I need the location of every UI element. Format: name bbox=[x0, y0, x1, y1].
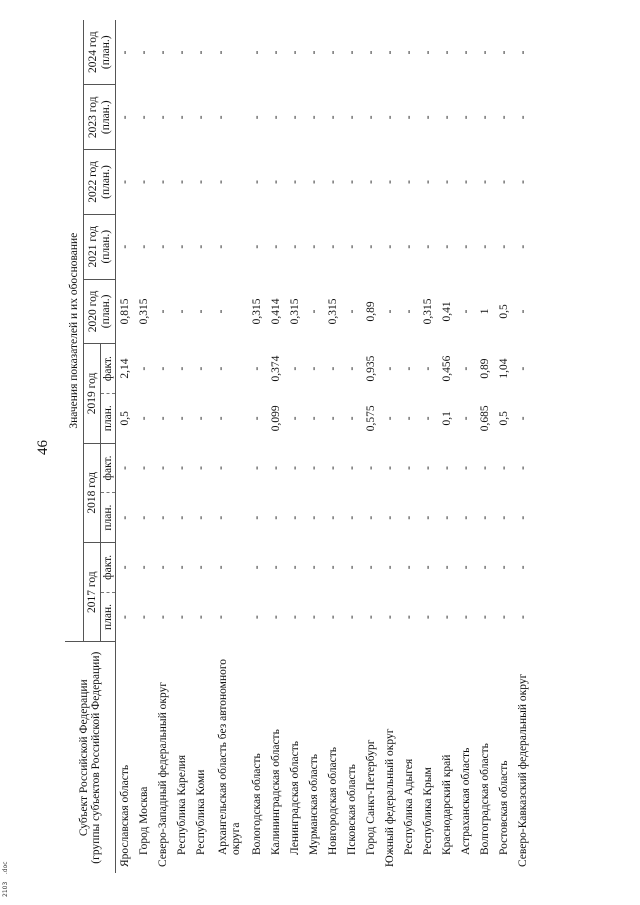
value-cell: 0,315 bbox=[289, 298, 302, 325]
value-cell: - bbox=[403, 366, 416, 371]
value-cell: - bbox=[422, 565, 435, 570]
value-cell: - bbox=[403, 615, 416, 619]
value-cell: - bbox=[308, 615, 321, 619]
value-cell: 0,41 bbox=[441, 301, 454, 322]
value-cell: - bbox=[308, 466, 321, 470]
value-cell: - bbox=[270, 180, 283, 184]
header-year-2021: 2021 год (план.) bbox=[84, 214, 116, 279]
region-name: Ленинградская область bbox=[289, 740, 302, 855]
value-cell: - bbox=[403, 244, 416, 249]
value-cell: 0,315 bbox=[422, 298, 435, 325]
value-cell: - bbox=[195, 115, 208, 120]
region-name: Ярославская область bbox=[119, 764, 132, 867]
value-cell: - bbox=[138, 366, 151, 371]
value-cell: 0,89 bbox=[479, 358, 492, 379]
value-cell: - bbox=[176, 180, 189, 184]
value-cell: - bbox=[289, 244, 302, 249]
value-cell: - bbox=[308, 50, 321, 55]
value-cell: - bbox=[327, 466, 340, 470]
value-cell: - bbox=[119, 115, 132, 120]
value-cell: - bbox=[422, 366, 435, 371]
table-row bbox=[173, 20, 192, 873]
value-cell: - bbox=[346, 244, 359, 249]
value-cell: - bbox=[365, 180, 378, 184]
value-cell: - bbox=[384, 565, 397, 570]
region-name: Республика Карелия bbox=[176, 754, 189, 855]
region-name: Республика Крым bbox=[422, 767, 435, 855]
value-cell: - bbox=[460, 615, 473, 619]
value-cell: - bbox=[157, 309, 170, 314]
rotated-page bbox=[35, 20, 555, 880]
value-cell: - bbox=[195, 180, 208, 184]
value-cell: 0,5 bbox=[498, 304, 511, 319]
table-row bbox=[381, 20, 400, 873]
value-cell: - bbox=[327, 416, 340, 421]
value-cell: - bbox=[422, 466, 435, 470]
value-cell: - bbox=[270, 615, 283, 619]
value-cell: - bbox=[517, 565, 530, 570]
value-cell: 0,1 bbox=[441, 411, 454, 426]
value-cell: - bbox=[215, 309, 227, 314]
table-row bbox=[495, 20, 514, 873]
value-cell: - bbox=[289, 115, 302, 120]
value-cell: - bbox=[479, 180, 492, 184]
value-cell: - bbox=[517, 244, 530, 249]
value-cell: - bbox=[498, 565, 511, 570]
value-cell: - bbox=[384, 309, 397, 314]
region-name: Северо-Кавказский федеральный округ bbox=[517, 673, 530, 867]
value-cell: - bbox=[479, 615, 492, 619]
value-cell: - bbox=[308, 180, 321, 184]
value-cell: - bbox=[251, 180, 264, 184]
header-year-2018: 2018 год bbox=[84, 443, 101, 542]
value-cell: - bbox=[441, 50, 454, 55]
region-name: Город Санкт-Петербург bbox=[365, 739, 378, 855]
value-cell: 0,685 bbox=[479, 405, 492, 432]
value-cell: - bbox=[215, 50, 227, 55]
value-cell: - bbox=[215, 115, 227, 120]
table-row bbox=[267, 20, 286, 873]
table-row bbox=[248, 20, 267, 873]
value-cell: - bbox=[460, 515, 473, 520]
value-cell: - bbox=[270, 50, 283, 55]
value-cell: - bbox=[422, 515, 435, 520]
header-year-2017: 2017 год bbox=[84, 543, 101, 642]
value-cell: - bbox=[479, 466, 492, 470]
table-row bbox=[400, 20, 419, 873]
value-cell: - bbox=[251, 515, 264, 520]
value-cell: - bbox=[346, 180, 359, 184]
value-cell: - bbox=[215, 180, 227, 184]
value-cell: - bbox=[498, 615, 511, 619]
value-cell: - bbox=[327, 565, 340, 570]
value-cell: - bbox=[384, 244, 397, 249]
indicator-table bbox=[65, 20, 533, 873]
value-cell: - bbox=[460, 115, 473, 120]
value-cell: - bbox=[365, 50, 378, 55]
region-name: Архангельская область без автономного округа bbox=[217, 658, 242, 855]
value-cell: - bbox=[479, 565, 492, 570]
table-header bbox=[65, 20, 116, 873]
value-cell: - bbox=[289, 416, 302, 421]
value-cell: - bbox=[460, 565, 473, 570]
header-year-2020: 2020 год (план.) bbox=[84, 279, 116, 344]
value-cell: - bbox=[157, 565, 170, 570]
value-cell: - bbox=[157, 50, 170, 55]
table-row bbox=[514, 20, 533, 873]
header-year-2019: 2019 год bbox=[84, 344, 101, 443]
value-cell: 1,04 bbox=[498, 358, 511, 379]
table-row bbox=[135, 20, 154, 873]
value-cell: - bbox=[176, 615, 189, 619]
value-cell: - bbox=[195, 466, 208, 470]
value-cell: - bbox=[176, 565, 189, 570]
header-2017-fact: факт. bbox=[101, 543, 116, 593]
value-cell: - bbox=[327, 366, 340, 371]
value-cell: - bbox=[479, 50, 492, 55]
value-cell: - bbox=[365, 515, 378, 520]
value-cell: - bbox=[517, 115, 530, 120]
value-cell: - bbox=[215, 615, 227, 619]
value-cell: - bbox=[403, 565, 416, 570]
value-cell: - bbox=[176, 50, 189, 55]
value-cell: - bbox=[441, 515, 454, 520]
value-cell: - bbox=[498, 50, 511, 55]
value-cell: - bbox=[270, 515, 283, 520]
value-cell: - bbox=[138, 115, 151, 120]
value-cell: - bbox=[157, 366, 170, 371]
value-cell: 0,456 bbox=[441, 355, 454, 382]
value-cell: - bbox=[215, 366, 227, 371]
value-cell: - bbox=[308, 366, 321, 371]
value-cell: - bbox=[138, 50, 151, 55]
value-cell: - bbox=[460, 180, 473, 184]
value-cell: - bbox=[441, 115, 454, 120]
value-cell: - bbox=[251, 416, 264, 421]
value-cell: - bbox=[460, 244, 473, 249]
value-cell: - bbox=[195, 366, 208, 371]
value-cell: - bbox=[327, 50, 340, 55]
region-name: Новгородская область bbox=[327, 746, 340, 855]
value-cell: - bbox=[195, 515, 208, 520]
value-cell: - bbox=[119, 615, 132, 619]
value-cell: 0,5 bbox=[119, 411, 132, 426]
value-cell: - bbox=[119, 466, 132, 470]
region-name: Северо-Западный федеральный округ bbox=[157, 681, 170, 867]
value-cell: - bbox=[289, 466, 302, 470]
value-cell: 0,815 bbox=[119, 298, 132, 325]
value-cell: - bbox=[251, 115, 264, 120]
value-cell: - bbox=[346, 366, 359, 371]
region-name: Волгоградская область bbox=[479, 743, 492, 855]
value-cell: - bbox=[346, 416, 359, 421]
value-cell: 0,575 bbox=[365, 405, 378, 432]
value-cell: - bbox=[517, 416, 530, 421]
value-cell: - bbox=[498, 244, 511, 249]
value-cell: - bbox=[270, 244, 283, 249]
value-cell: - bbox=[441, 466, 454, 470]
value-cell: - bbox=[384, 115, 397, 120]
value-cell: - bbox=[157, 515, 170, 520]
value-cell: - bbox=[403, 515, 416, 520]
region-name: Республика Коми bbox=[195, 769, 208, 855]
value-cell: - bbox=[346, 515, 359, 520]
value-cell: - bbox=[138, 565, 151, 570]
value-cell: - bbox=[157, 615, 170, 619]
value-cell: - bbox=[403, 309, 416, 314]
value-cell: - bbox=[270, 565, 283, 570]
value-cell: 0,315 bbox=[138, 298, 151, 325]
value-cell: - bbox=[422, 615, 435, 619]
value-cell: - bbox=[270, 466, 283, 470]
value-cell: - bbox=[138, 416, 151, 421]
value-cell: 0,89 bbox=[365, 301, 378, 322]
table-row bbox=[362, 20, 381, 873]
value-cell: 0,374 bbox=[270, 355, 283, 382]
header-values-title: Значения показателей и их обоснование bbox=[65, 20, 84, 642]
header-year-2024: 2024 год (план.) bbox=[84, 20, 116, 85]
value-cell: - bbox=[517, 466, 530, 470]
value-cell: - bbox=[441, 565, 454, 570]
region-name: Краснодарский край bbox=[441, 754, 454, 855]
table-row bbox=[324, 20, 343, 873]
table-row bbox=[116, 20, 136, 873]
value-cell: - bbox=[251, 244, 264, 249]
value-cell: 0,315 bbox=[251, 298, 264, 325]
value-cell: - bbox=[215, 515, 227, 520]
table-row bbox=[154, 20, 173, 873]
value-cell: - bbox=[384, 50, 397, 55]
value-cell: - bbox=[346, 466, 359, 470]
value-cell: - bbox=[460, 466, 473, 470]
value-cell: - bbox=[384, 180, 397, 184]
region-name: Вологодская область bbox=[251, 753, 264, 855]
value-cell: - bbox=[460, 50, 473, 55]
value-cell: - bbox=[517, 615, 530, 619]
region-name: Псковская область bbox=[346, 764, 359, 855]
value-cell: - bbox=[498, 180, 511, 184]
value-cell: - bbox=[215, 565, 227, 570]
value-cell: - bbox=[289, 50, 302, 55]
value-cell: - bbox=[289, 180, 302, 184]
value-cell: - bbox=[119, 244, 132, 249]
value-cell: - bbox=[384, 416, 397, 421]
value-cell: - bbox=[270, 115, 283, 120]
value-cell: - bbox=[422, 180, 435, 184]
value-cell: - bbox=[384, 466, 397, 470]
value-cell: - bbox=[195, 244, 208, 249]
value-cell: 0,315 bbox=[327, 298, 340, 325]
value-cell: - bbox=[441, 244, 454, 249]
value-cell: - bbox=[176, 466, 189, 470]
value-cell: - bbox=[138, 244, 151, 249]
value-cell: - bbox=[308, 416, 321, 421]
value-cell: - bbox=[289, 366, 302, 371]
table-row bbox=[457, 20, 476, 873]
value-cell: - bbox=[138, 615, 151, 619]
value-cell: - bbox=[327, 244, 340, 249]
header-2018-plan: план. bbox=[101, 493, 116, 543]
value-cell: - bbox=[195, 615, 208, 619]
value-cell: - bbox=[498, 466, 511, 470]
header-2018-fact: факт. bbox=[101, 443, 116, 493]
table-row bbox=[192, 20, 211, 873]
value-cell: - bbox=[479, 115, 492, 120]
table-row bbox=[211, 20, 248, 873]
value-cell: - bbox=[157, 180, 170, 184]
value-cell: - bbox=[346, 565, 359, 570]
value-cell: - bbox=[517, 180, 530, 184]
value-cell: - bbox=[346, 309, 359, 314]
header-year-2023: 2023 год (план.) bbox=[84, 85, 116, 150]
value-cell: - bbox=[157, 416, 170, 421]
value-cell: - bbox=[365, 244, 378, 249]
value-cell: - bbox=[460, 416, 473, 421]
value-cell: - bbox=[460, 309, 473, 314]
value-cell: - bbox=[157, 466, 170, 470]
value-cell: - bbox=[138, 180, 151, 184]
region-name: Республика Адыгея bbox=[403, 758, 416, 855]
value-cell: 1 bbox=[479, 308, 492, 315]
value-cell: - bbox=[176, 309, 189, 314]
value-cell: - bbox=[441, 180, 454, 184]
header-year-2022: 2022 год (план.) bbox=[84, 150, 116, 215]
value-cell: - bbox=[119, 180, 132, 184]
value-cell: - bbox=[308, 244, 321, 249]
value-cell: - bbox=[215, 466, 227, 470]
header-2019-plan: план. bbox=[101, 393, 116, 443]
header-2019-fact: факт. bbox=[101, 344, 116, 394]
value-cell: - bbox=[251, 366, 264, 371]
table-row bbox=[476, 20, 495, 873]
value-cell: - bbox=[498, 515, 511, 520]
header-2017-plan: план. bbox=[101, 592, 116, 642]
value-cell: - bbox=[195, 50, 208, 55]
value-cell: - bbox=[308, 515, 321, 520]
value-cell: - bbox=[460, 366, 473, 371]
value-cell: - bbox=[346, 615, 359, 619]
value-cell: - bbox=[176, 416, 189, 421]
region-name: Город Москва bbox=[138, 786, 151, 855]
document-code: 2103 .doc bbox=[2, 861, 9, 897]
value-cell: - bbox=[119, 515, 132, 520]
value-cell: - bbox=[308, 565, 321, 570]
value-cell: - bbox=[517, 50, 530, 55]
value-cell: - bbox=[289, 565, 302, 570]
value-cell: 0,414 bbox=[270, 298, 283, 325]
value-cell: - bbox=[289, 515, 302, 520]
value-cell: - bbox=[327, 615, 340, 619]
value-cell: - bbox=[422, 416, 435, 421]
value-cell: - bbox=[157, 115, 170, 120]
value-cell: 0,5 bbox=[498, 411, 511, 426]
value-cell: - bbox=[215, 416, 227, 421]
region-name: Ростовская область bbox=[498, 760, 511, 855]
value-cell: - bbox=[517, 366, 530, 371]
table-row bbox=[286, 20, 305, 873]
value-cell: - bbox=[195, 309, 208, 314]
value-cell: 2,14 bbox=[119, 358, 132, 379]
value-cell: - bbox=[422, 115, 435, 120]
value-cell: - bbox=[251, 50, 264, 55]
table-row bbox=[438, 20, 457, 873]
value-cell: - bbox=[517, 515, 530, 520]
table-row bbox=[419, 20, 438, 873]
header-subject: Субъект Российской Федерации (группы субъектов Российской Федерации) bbox=[65, 642, 116, 873]
value-cell: - bbox=[384, 615, 397, 619]
value-cell: - bbox=[346, 115, 359, 120]
region-name: Южный федеральный округ bbox=[384, 728, 397, 867]
value-cell: - bbox=[157, 244, 170, 249]
value-cell: 0,099 bbox=[270, 405, 283, 432]
value-cell: - bbox=[176, 515, 189, 520]
region-name: Калининградская область bbox=[270, 729, 283, 855]
value-cell: - bbox=[308, 309, 321, 314]
value-cell: - bbox=[195, 565, 208, 570]
value-cell: - bbox=[365, 615, 378, 619]
value-cell: - bbox=[384, 515, 397, 520]
value-cell: - bbox=[403, 416, 416, 421]
value-cell: - bbox=[403, 180, 416, 184]
table-body bbox=[116, 20, 534, 873]
value-cell: - bbox=[365, 466, 378, 470]
value-cell: - bbox=[138, 466, 151, 470]
value-cell: - bbox=[517, 309, 530, 314]
value-cell: - bbox=[346, 50, 359, 55]
value-cell: - bbox=[365, 565, 378, 570]
value-cell: - bbox=[251, 466, 264, 470]
value-cell: - bbox=[365, 115, 378, 120]
value-cell: - bbox=[176, 244, 189, 249]
value-cell: - bbox=[498, 115, 511, 120]
value-cell: - bbox=[119, 50, 132, 55]
value-cell: - bbox=[119, 565, 132, 570]
region-name: Мурманская область bbox=[308, 753, 321, 855]
value-cell: - bbox=[176, 115, 189, 120]
value-cell: - bbox=[327, 115, 340, 120]
value-cell: - bbox=[479, 244, 492, 249]
value-cell: - bbox=[403, 115, 416, 120]
page-number: 46 bbox=[35, 440, 51, 455]
value-cell: - bbox=[403, 50, 416, 55]
value-cell: 0,935 bbox=[365, 355, 378, 382]
value-cell: - bbox=[308, 115, 321, 120]
value-cell: - bbox=[138, 515, 151, 520]
value-cell: - bbox=[251, 615, 264, 619]
value-cell: - bbox=[441, 615, 454, 619]
value-cell: - bbox=[422, 244, 435, 249]
value-cell: - bbox=[384, 366, 397, 371]
region-name: Астраханская область bbox=[460, 747, 473, 855]
value-cell: - bbox=[479, 515, 492, 520]
table-row bbox=[343, 20, 362, 873]
value-cell: - bbox=[215, 244, 227, 249]
value-cell: - bbox=[251, 565, 264, 570]
value-cell: - bbox=[422, 50, 435, 55]
value-cell: - bbox=[195, 416, 208, 421]
value-cell: - bbox=[327, 515, 340, 520]
value-cell: - bbox=[289, 615, 302, 619]
value-cell: - bbox=[176, 366, 189, 371]
table-row bbox=[305, 20, 324, 873]
value-cell: - bbox=[403, 466, 416, 470]
value-cell: - bbox=[327, 180, 340, 184]
